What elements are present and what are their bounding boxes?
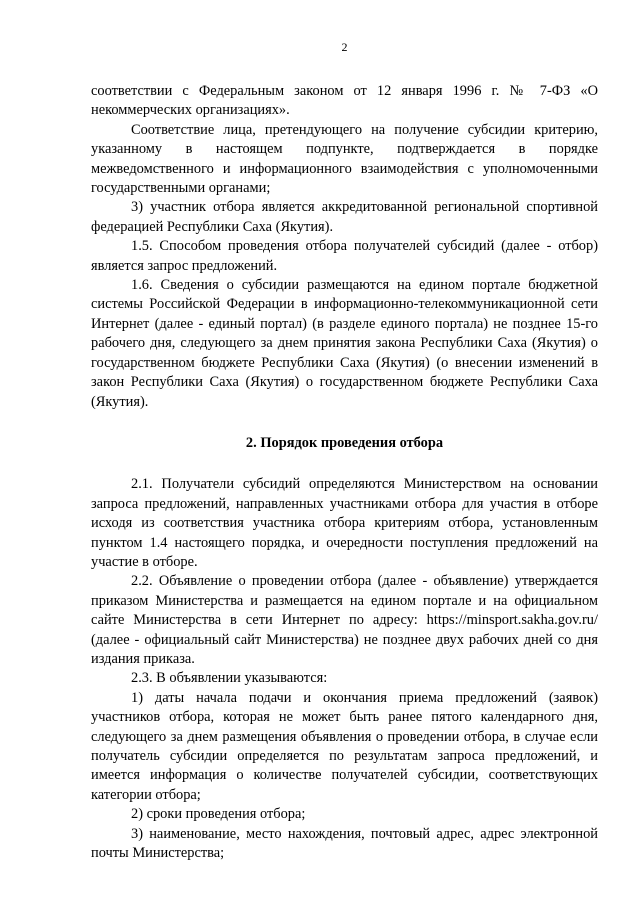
section-heading: 2. Порядок проведения отбора [245, 434, 444, 451]
page-number: 2 [341, 40, 348, 54]
paragraph-law-reference: соответствии с Федеральным законом от 12 января 1996 г. № 7-ФЗ «О некоммерческих организациях». [91, 83, 598, 119]
paragraph-criterion-confirmation: Соответствие лица, претендующего на получение субсидии критерию, указанному в настоящем подпункте, подтверждается в порядке межведомственного и информационного взаимодействия с уполномоченными государственными органами; [91, 121, 598, 197]
list-item-dates: 1) даты начала подачи и окончания приема предложений (заявок) участников отбора, которая не может быть ранее пятого календарного дня, следующего за днем размещения объявления о проведении отбора, в случае если получатель субсидии определяется по результатам запроса предложений, и имеется информация о количестве получателей субсидии, соответствующих категории отбора; [91, 689, 598, 803]
paragraph-2-1: 2.1. Получатели субсидий определяются Министерством на основании запроса предложений, направленных участниками отбора для участия в отборе исходя из соответствия участника отбора критериям отбора, установленным пунктом 1.4 настоящего порядка, и очередности поступления предложений на участие в отборе. [91, 476, 598, 570]
paragraph-2-3: 2.3. В объявлении указываются: [131, 670, 328, 687]
list-item-terms: 2) сроки проведения отбора; [131, 806, 306, 823]
paragraph-accredited-federation: 3) участник отбора является аккредитованной региональной спортивной федерацией Республики Саха (Якутия). [91, 199, 598, 235]
paragraph-2-2: 2.2. Объявление о проведении отбора (далее - объявление) утверждается приказом Министерства и размещается на едином портале и на официальном сайте Министерства в сети Интернет по адресу: https://minsport.sakha.gov.ru/ (далее - официальный сайт Министерства) не позднее двух рабочих дней со дня издания приказа. [91, 573, 598, 667]
paragraph-1-6: 1.6. Сведения о субсидии размещаются на едином портале бюджетной системы Российской Федерации в информационно-телекоммуникационной сети Интернет (далее - единый портал) (в разделе единого портала) не позднее 15-го рабочего дня, следующего за днем принятия закона Республики Саха (Якутия) о государственном бюджете Республики Саха (Якутия) (о внесении изменений в закон Республики Саха (Якутия) о государственном бюджете Республики Саха (Якутия). [91, 277, 598, 410]
paragraph-1-5: 1.5. Способом проведения отбора получателей субсидий (далее - отбор) является запрос предложений. [91, 238, 598, 274]
list-item-ministry-contacts: 3) наименование, место нахождения, почтовый адрес, адрес электронной почты Министерства; [91, 825, 598, 862]
